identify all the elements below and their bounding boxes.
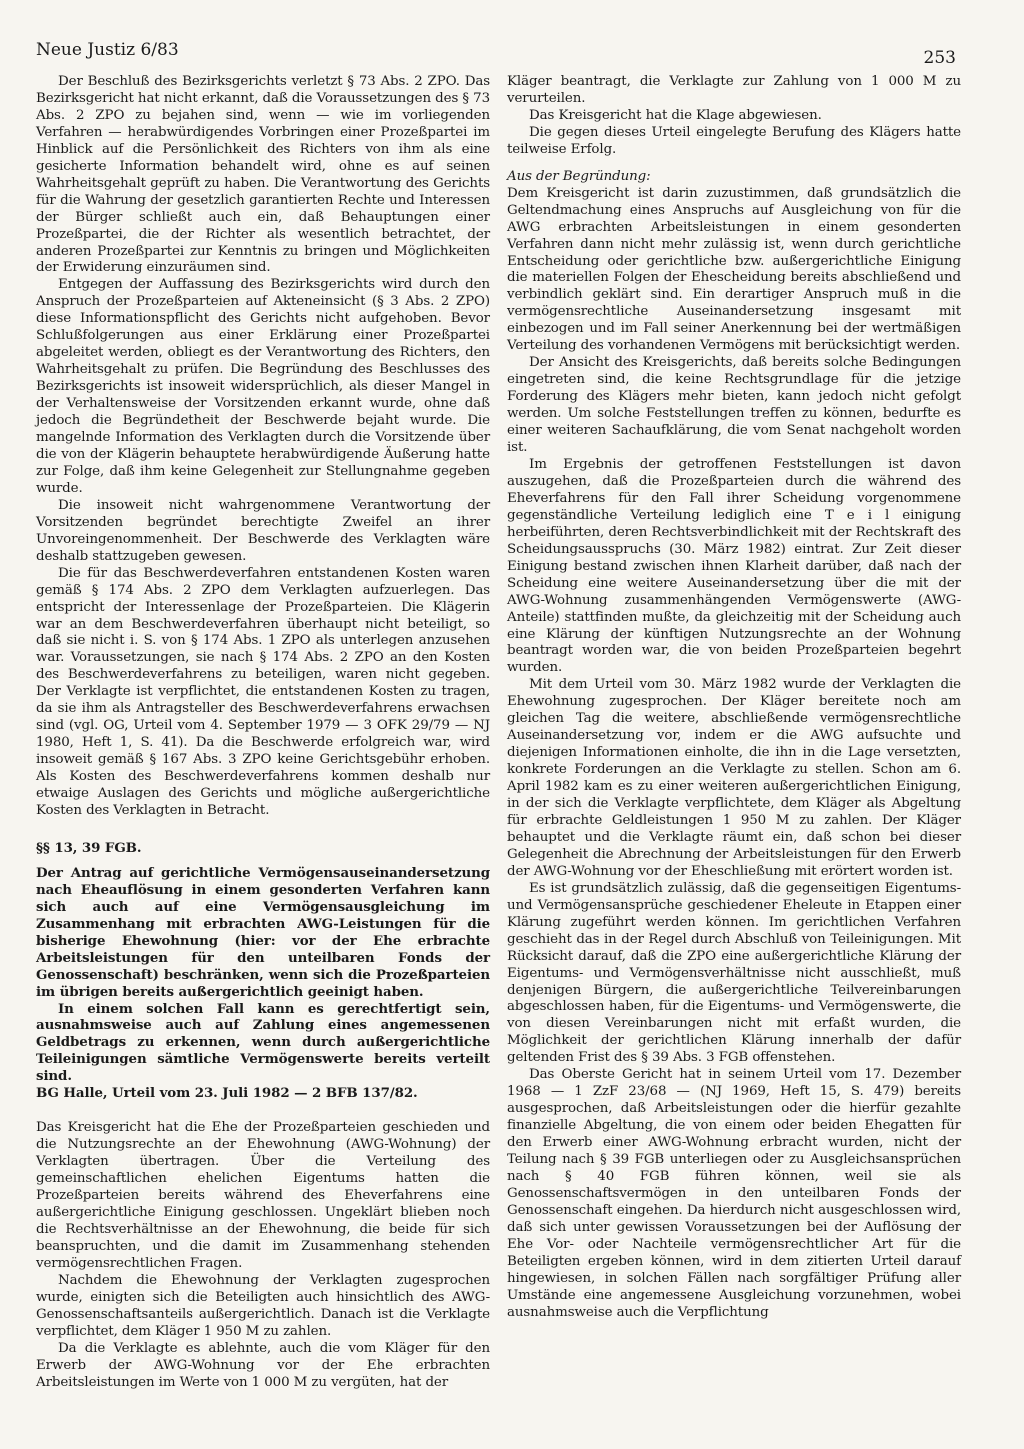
journal-title: Neue Justiz 6/83 (36, 40, 179, 60)
paragraph: Kläger beantragt, die Verklagte zur Zahlung von 1 000 M zu verurteilen. (507, 74, 961, 106)
paragraph: Die für das Beschwerdeverfahren entstandenen Kosten waren gemäß § 174 Abs. 2 ZPO dem Verklagten aufzuerlegen. Das entspricht der Interessenlage der Prozeßparteien. Die Klägerin war an dem Beschwerdeverfahren überhaupt nicht beteiligt, so daß sie nicht i. S. von § 174 Abs. 1 ZPO als unterlegen anzusehen war. Voraussetzungen, sie nach § 174 Abs. 2 ZPO an den Kosten des Beschwerdeverfahrens zu beteiligen, waren nicht gegeben. Der Verklagte ist verpflichtet, die entstandenen Kosten zu tragen, da sie ihm als Antragsteller des Beschwerdeverfahrens erwachsen sind (vgl. OG, Urteil vom 4. September 1979 — 3 OFK 29/79 — NJ 1980, Heft 1, S. 41). Da die Beschwerde erfolgreich war, wird insoweit gemäß § 167 Abs. 3 ZPO keine Gerichtsgebühr erhoben. Als Kosten des Beschwerdeverfahrens kommen deshalb nur etwaige Auslagen des Gerichts und mögliche außergerichtliche Kosten des Verklagten in Betracht. (36, 565, 490, 818)
paragraph: Nachdem die Ehewohnung der Verklagten zugesprochen wurde, einigten sich die Beteiligten auch hinsichtlich des AWG-Genossenschaftsanteils außergerichtlich. Danach ist die Verklagte verpflichtet, dem Kläger 1 950 M zu zahlen. (36, 1272, 490, 1339)
paragraph: Entgegen der Auffassung des Bezirksgerichts wird durch den Anspruch der Prozeßparteien auf Akteneinsicht (§ 3 Abs. 2 ZPO) diese Informationspflicht des Gerichts nicht aufgehoben. Bevor Schlußfolgerungen aus einer Erklärung einer Prozeßpartei abgeleitet werden, obliegt es der Verantwortung des Richters, den Wahrheitsgehalt zu prüfen. Die Begründung des Beschlusses des Bezirksgerichts ist insoweit widersprüchlich, als dieser Mangel in der Verhaltensweise der Vorsitzenden erkannt wurde, ohne daß jedoch die Begründetheit der Beschwerde bejaht wurde. Die mangelnde Information des Verklagten durch die Vorsitzende über die von der Klägerin behauptete herabwürdigende Äußerung hatte zur Folge, daß ihm keine Gelegenheit zur Stellungnahme gegeben wurde. (36, 277, 490, 496)
paragraph: Das Oberste Gericht hat in seinem Urteil vom 17. Dezember 1968 — 1 ZzF 23/68 — (NJ 1969, Heft 15, S. 479) bereits ausgesprochen, daß Arbeitsleistungen oder die hierfür gezahlte finanzielle Abgeltung, die von einem oder beiden Ehegatten für den Erwerb einer AWG-Wohnung erbracht wurden, nicht der Teilung nach § 39 FGB unterliegen oder zu Ausgleichsansprüchen nach § 40 FGB führen können, weil sie als Genossenschaftsvermögen in den unteilbaren Fonds der Genossenschaft eingehen. Da hierdurch nicht ausgeschlossen wird, daß sich unter gewissen Voraussetzungen bei der Auflösung der Ehe Vor- oder Nachteile vermögensrechtlicher Art für die Beteiligten ergeben können, wird in dem zitierten Urteil darauf hingewiesen, in solchen Fällen nach sorgfältiger Prüfung aller Umstände eine angemessene Ausgleichung vorzunehmen, wobei ausnahmsweise auch die Verpflichtung (507, 1067, 961, 1320)
paragraph: Der Ansicht des Kreisgerichts, daß bereits solche Bedingungen eingetreten sind, die keine Rechtsgrundlage für die jetzige Forderung des Klägers mehr bieten, kann jedoch nicht gefolgt werden. Um solche Feststellungen treffen zu können, bedurfte es einer weiteren Sachaufklärung, die vom Senat nachgeholt worden ist. (507, 355, 961, 456)
paragraph: Die insoweit nicht wahrgenommene Verantwortung der Vorsitzenden begründet berechtigte Zweifel an ihrer Unvoreingenommenheit. Der Beschwerde des Verklagten wäre deshalb stattzugeben gewesen. (36, 497, 490, 564)
headnote: Der Antrag auf gerichtliche Vermögensauseinandersetzung nach Eheauflösung in einem gesonderten Verfahren kann sich auch auf eine Vermögensausgleichung im Zusammenhang mit erbrachten AWG-Leistungen für die bisherige Ehewohnung (hier: vor der Ehe erbrachte Arbeitsleistungen für den unteilbaren Fonds der Genossenschaft) beschränken, wenn sich die Prozeßparteien im übrigen bereits außergerichtlich geeinigt haben. (36, 864, 490, 1000)
right-column (507, 74, 961, 1322)
paragraph: Die gegen dieses Urteil eingelegte Berufung des Klägers hatte teilweise Erfolg. (507, 124, 961, 157)
paragraph: Da die Verklagte es ablehnte, auch die vom Kläger für den Erwerb der AWG-Wohnung vor der Ehe erbrachten Arbeitsleistungen im Werte von 1 000 M zu vergüten, hat der (36, 1340, 490, 1390)
case-citation: BG Halle, Urteil vom 23. Juli 1982 — 2 BFB 137/82. (36, 1085, 418, 1102)
paragraph: Es ist grundsätzlich zulässig, daß die gegenseitigen Eigentums- und Vermögensansprüche geschiedener Eheleute in Etappen einer Klärung zugeführt werden können. Im gerichtlichen Verfahren geschieht das in der Regel durch Abschluß von Teileinigungen. Mit Rücksicht darauf, daß die ZPO eine außergerichtliche Klärung der Eigentums- und Vermögensverhältnisse nicht ausschließt, muß denjenigen Bürgern, die außergerichtliche Teilvereinbarungen abgeschlossen haben, für die Eigentums- und Vermögenswerte, die von diesen Vereinbarungen nicht mit erfaßt wurden, die Möglichkeit der gerichtlichen Klärung innerhalb der dafür geltenden Frist des § 39 Abs. 3 FGB offenstehen. (507, 880, 961, 1066)
paragraph: Das Kreisgericht hat die Klage abgewiesen. (529, 107, 822, 123)
paragraph: Das Kreisgericht hat die Ehe der Prozeßparteien geschieden und die Nutzungsrechte an der Ehewohnung (AWG-Wohnung) der Verklagten übertragen. Über die Verteilung des gemeinschaftlichen ehelichen Eigentums hatten die Prozeßparteien bereits während des Eheverfahrens eine außergerichtliche Einigung geschlossen. Ungeklärt blieben noch die Rechtsverhältnisse an der Ehewohnung, die beide für sich beanspruchten, und die damit im Zusammenhang stehenden vermögensrechtlichen Fragen. (36, 1120, 490, 1271)
paragraph: Mit dem Urteil vom 30. März 1982 wurde der Verklagten die Ehewohnung zugesprochen. Der Kläger bereitete noch am gleichen Tag die weitere, abschließende vermögensrechtliche Auseinandersetzung vor, indem er die AWG aufsuchte und diejenigen Informationen einholte, die ihn in die Lage versetzten, konkrete Forderungen an die Verklagte zu stellen. Schon am 6. April 1982 kam es zu einer weiteren außergerichtlichen Einigung, in der sich die Verklagte verpflichtete, dem Kläger als Abgeltung für erbrachte Geldleistungen 1 950 M zu zahlen. Der Kläger behauptet und die Verklagte räumt ein, daß schon bei dieser Gelegenheit die Abrechnung der Arbeitsleistungen für den Erwerb der AWG-Wohnung vor der Eheschließung mit erörtert worden ist. (507, 677, 961, 879)
paragraph: Der Beschluß des Bezirksgerichts verletzt § 73 Abs. 2 ZPO. Das Bezirksgericht hat nicht erkannt, daß die Voraussetzungen des § 73 Abs. 2 ZPO zu bejahen sind, wenn — wie im vorliegenden Verfahren — herabwürdigendes Vorbringen einer Prozeßpartei im Hinblick auf die Persönlichkeit des Richters von ihm als eine gesicherte Information behandelt wird, ohne es auf seinen Wahrheitsgehalt geprüft zu haben. Die Verantwortung des Gerichts für die Wahrung der gesetzlich garantierten Rechte und Interessen der Bürger schließt auch ein, daß Behauptungen einer Prozeßpartei, die der Richter als wesentlich betrachtet, der anderen Prozeßpartei zur Kenntnis zu bringen und Möglichkeiten der Erwiderung einzuräumen sind. (36, 74, 490, 276)
left-column (36, 74, 490, 1391)
reasons-heading: Aus der Begründung: (507, 168, 651, 184)
page-number: 253 (923, 48, 956, 68)
paragraph: Im Ergebnis der getroffenen Feststellungen ist davon auszugehen, daß die Prozeßparteien durch die während des Eheverfahrens für den Fall ihrer Scheidung vorgenommene gegenständliche Verteilung lediglich eine T e i l einigung herbeiführten, deren Rechtsverbindlichkeit mit der Rechtskraft des Scheidungsausspruchs (30. März 1982) eintrat. Zur Zeit dieser Einigung bestand zwischen ihnen Klarheit darüber, daß nach der Scheidung eine weitere Auseinandersetzung über die mit der AWG-Wohnung zusammenhängenden Vermögenswerte (AWG-Anteile) stattfinden mußte, da gleichzeitig mit der Scheidung auch eine Klärung der künftigen Nutzungsrechte an der Wohnung beantragt worden war, die von beiden Prozeßparteien begehrt wurden. (507, 456, 961, 676)
page-header (36, 40, 956, 66)
headnote: In einem solchen Fall kann es gerechtfertigt sein, ausnahmsweise auch auf Zahlung eines angemessenen Geldbetrags zu erkennen, wenn durch außergerichtliche Teileinigungen sämtliche Vermögenswerte bereits verteilt sind. (36, 1000, 490, 1085)
paragraph: Dem Kreisgericht ist darin zuzustimmen, daß grundsätzlich die Geltendmachung eines Anspruchs auf Ausgleichung von für die AWG erbrachten Arbeitsleistungen in einem gesonderten Verfahren dann nicht mehr zulässig ist, wenn durch gerichtliche Entscheidung oder gerichtliche bzw. außergerichtliche Einigung die materiellen Folgen der Ehescheidung bereits abschließend und verbindlich geklärt sind. Ein derartiger Anspruch muß in die vermögensrechtliche Auseinandersetzung insgesamt mit einbezogen und im Fall seiner Anerkennung bei der wertmäßigen Verteilung des vorhandenen Vermögens mit berücksichtigt werden. (507, 185, 961, 354)
section-reference: §§ 13, 39 FGB. (36, 839, 142, 856)
